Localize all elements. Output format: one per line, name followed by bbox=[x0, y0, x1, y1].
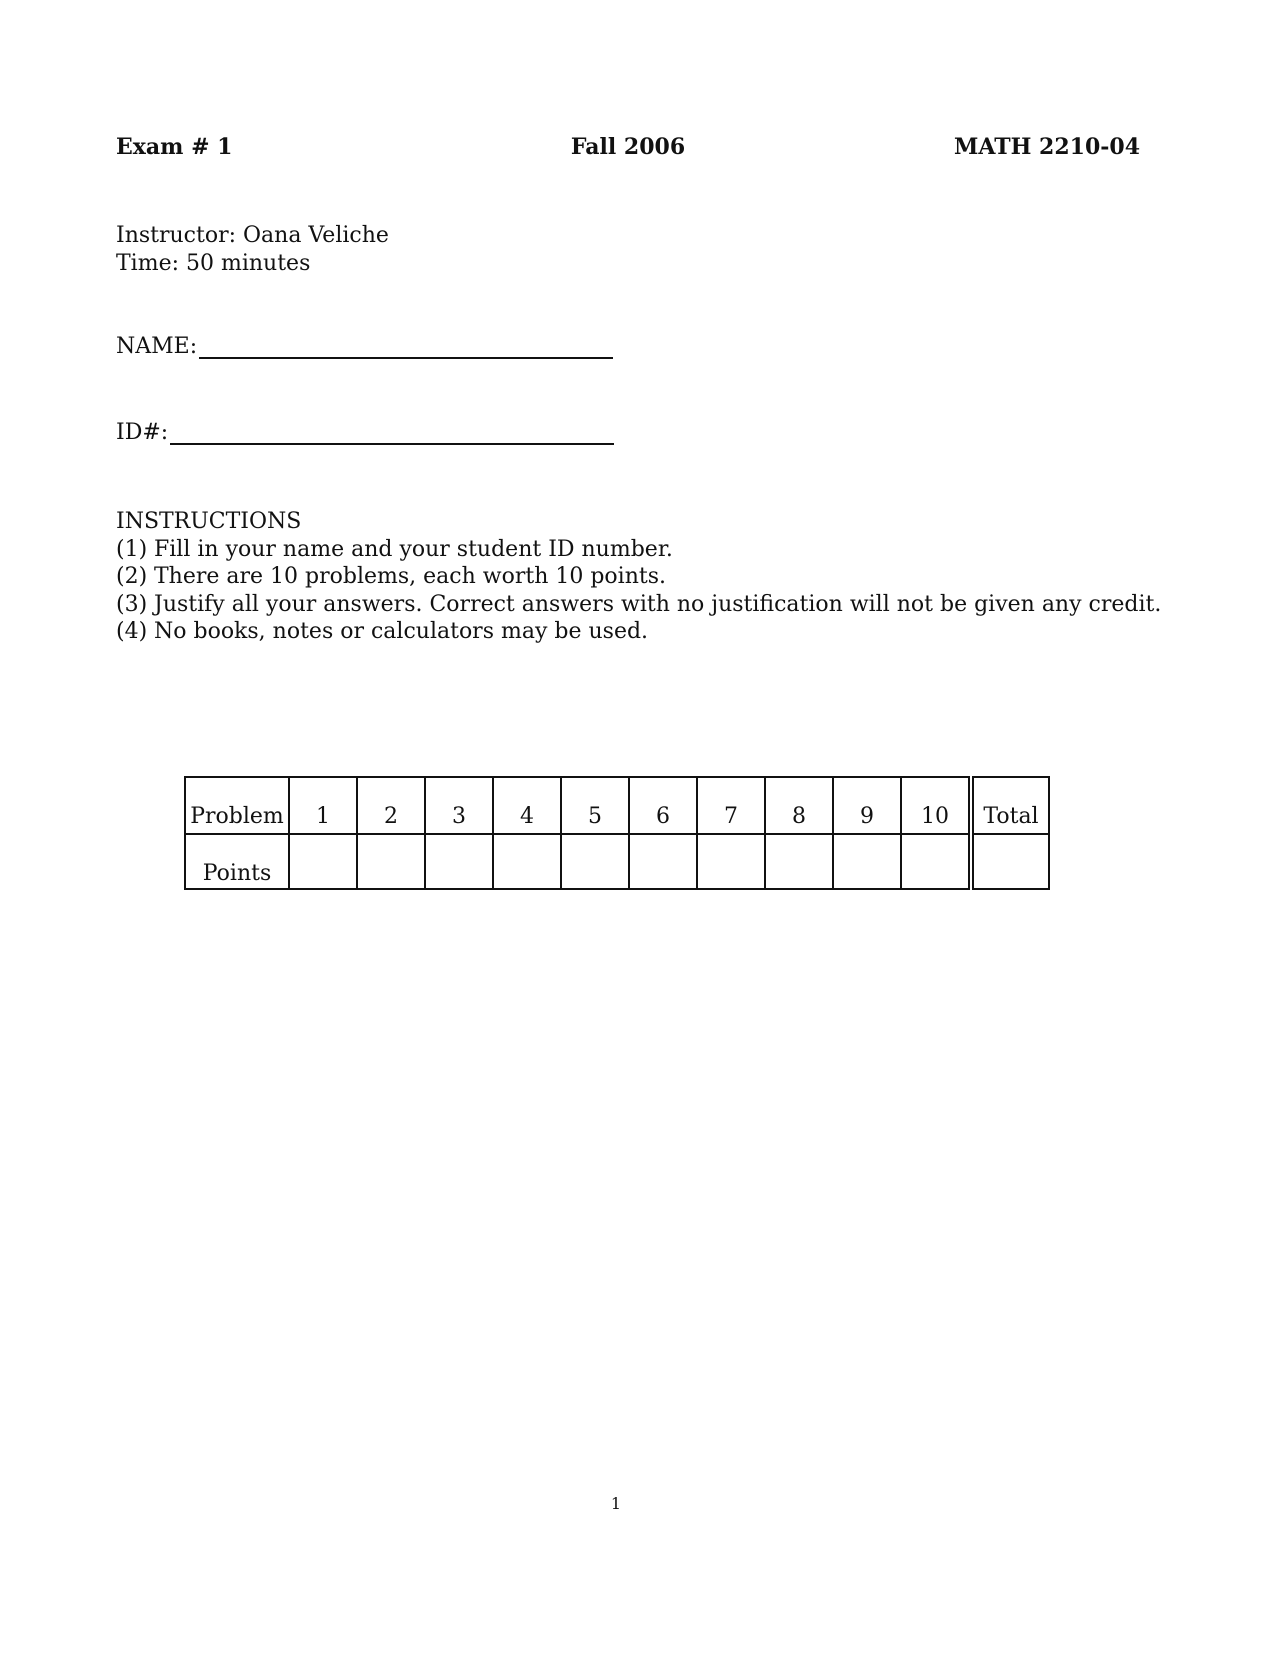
time-line: Time: 50 minutes bbox=[116, 251, 311, 276]
exam-number: Exam # 1 bbox=[116, 134, 233, 160]
points-label: Points bbox=[185, 834, 289, 889]
problem-row bbox=[185, 777, 1049, 834]
problem-number-cell: 8 bbox=[765, 777, 833, 834]
instruction-item bbox=[116, 563, 1161, 591]
score-table bbox=[184, 776, 1050, 890]
instruction-item bbox=[116, 536, 1161, 564]
instruction-item bbox=[116, 618, 1161, 646]
problem-label: Problem bbox=[185, 777, 289, 834]
id-label: ID#: bbox=[116, 420, 169, 445]
instruction-number: (3) bbox=[116, 591, 148, 617]
instruction-number: (1) bbox=[116, 536, 148, 562]
points-row bbox=[185, 834, 1049, 889]
name-blank-line bbox=[199, 335, 613, 359]
problem-number-cell: 7 bbox=[697, 777, 765, 834]
problem-number-cell: 6 bbox=[629, 777, 697, 834]
exam-header bbox=[116, 134, 1140, 168]
points-cell bbox=[357, 834, 425, 889]
points-cell bbox=[765, 834, 833, 889]
exam-term: Fall 2006 bbox=[570, 134, 686, 160]
instructions-list bbox=[116, 536, 1161, 646]
instruction-text: There are 10 problems, each worth 10 points. bbox=[154, 564, 667, 589]
page-number: 1 bbox=[610, 1494, 622, 1513]
total-label: Total bbox=[971, 777, 1049, 834]
id-blank-line bbox=[170, 421, 614, 445]
problem-number-cell: 9 bbox=[833, 777, 901, 834]
problem-number-cell: 4 bbox=[493, 777, 561, 834]
name-label: NAME: bbox=[116, 334, 198, 359]
points-cell bbox=[561, 834, 629, 889]
instruction-text: Justify all your answers. Correct answers with no justification will not be given any credit. bbox=[154, 591, 1162, 617]
instructions bbox=[116, 508, 1161, 646]
total-points-cell bbox=[971, 834, 1049, 889]
instruction-text: No books, notes or calculators may be used. bbox=[154, 619, 649, 644]
instruction-item bbox=[116, 591, 1161, 619]
points-cell bbox=[901, 834, 971, 889]
points-cell bbox=[697, 834, 765, 889]
instruction-text: Fill in your name and your student ID number. bbox=[154, 536, 673, 562]
course-code: MATH 2210-04 bbox=[953, 134, 1140, 160]
exam-info bbox=[116, 222, 389, 278]
problem-number-cell: 3 bbox=[425, 777, 493, 834]
points-cell bbox=[493, 834, 561, 889]
instructor-line: Instructor: Oana Veliche bbox=[116, 223, 389, 248]
points-cell bbox=[425, 834, 493, 889]
points-cell bbox=[289, 834, 357, 889]
instructions-heading: INSTRUCTIONS bbox=[116, 509, 302, 534]
id-field bbox=[116, 420, 614, 445]
problem-number-cell: 2 bbox=[357, 777, 425, 834]
problem-number-cell: 1 bbox=[289, 777, 357, 834]
instruction-number: (2) bbox=[116, 564, 148, 589]
points-cell bbox=[833, 834, 901, 889]
problem-number-cell: 5 bbox=[561, 777, 629, 834]
name-field bbox=[116, 334, 613, 359]
points-cell bbox=[629, 834, 697, 889]
instruction-number: (4) bbox=[116, 619, 148, 644]
problem-number-cell: 10 bbox=[901, 777, 971, 834]
